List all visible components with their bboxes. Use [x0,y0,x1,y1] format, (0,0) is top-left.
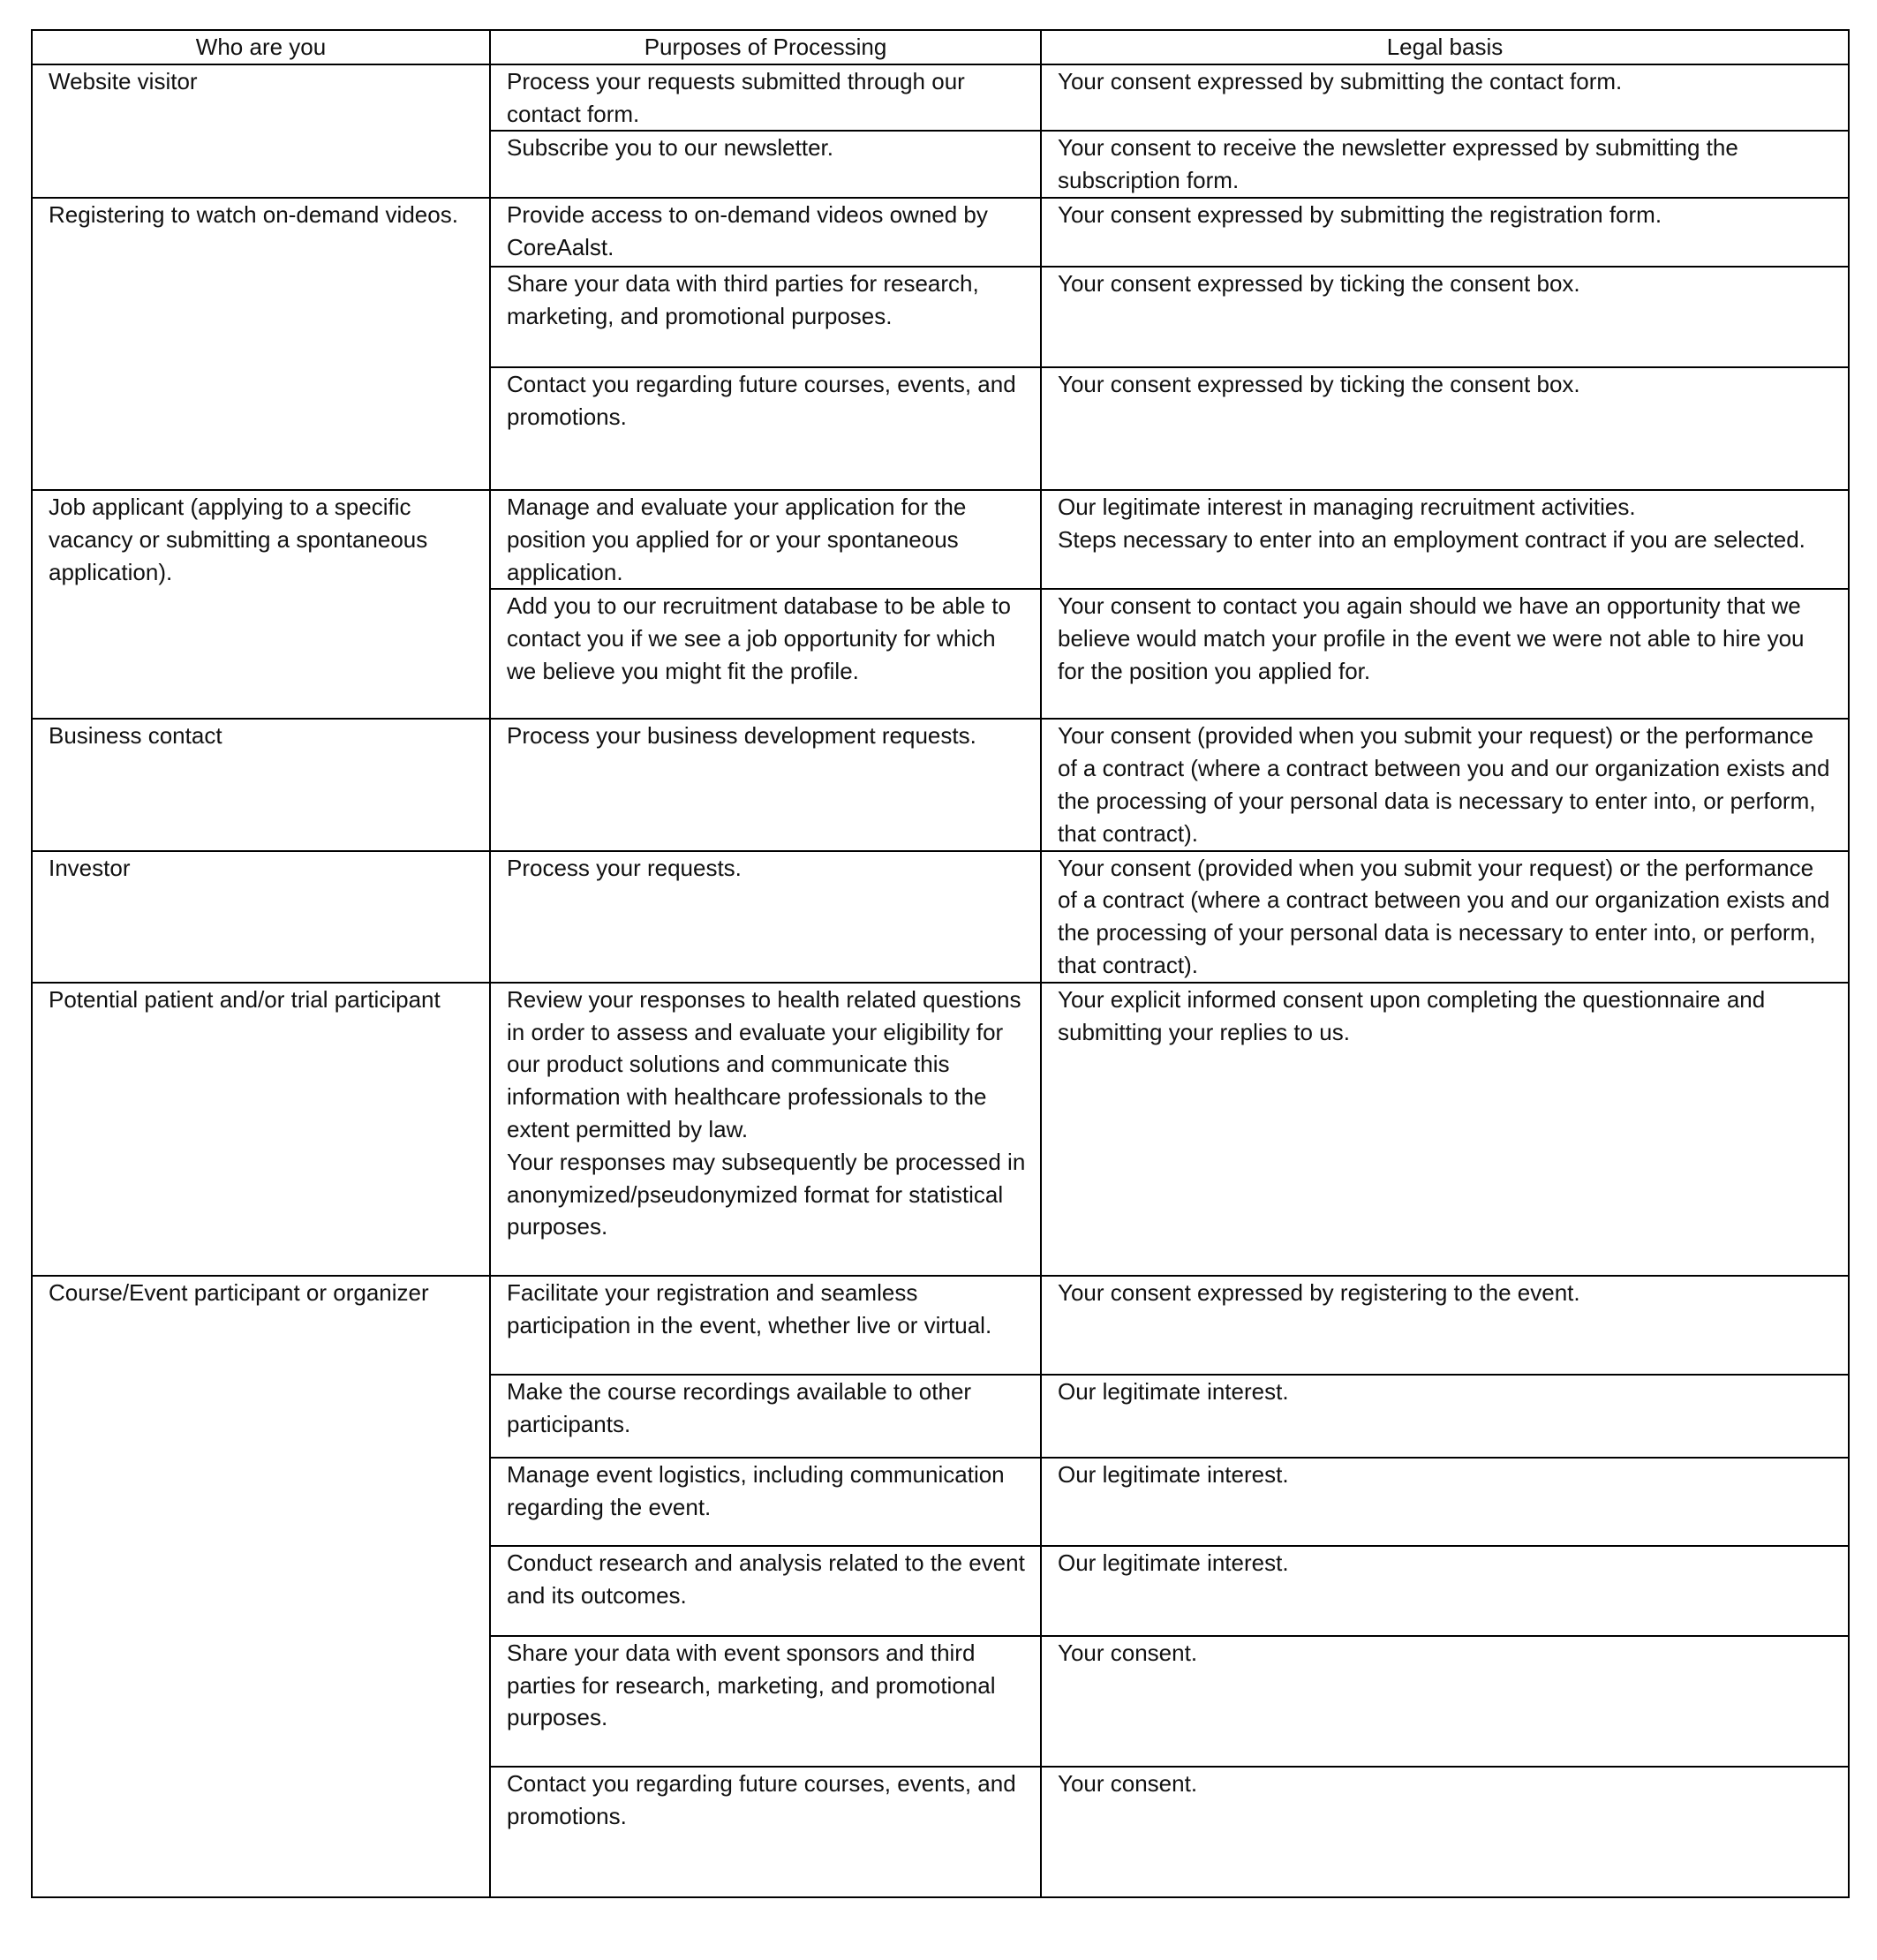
purpose-cell [490,1546,1041,1636]
table-row [32,851,1849,983]
table-row [32,490,1849,589]
purpose-text: Manage and evaluate your application for the position you applied for or your spontaneous application. [507,493,967,585]
purpose-text: Provide access to on-demand videos owned by CoreAalst. [507,200,988,260]
purpose-text: Conduct research and analysis related to the event and its outcomes. [507,1549,1025,1609]
purpose-cell [490,1767,1041,1897]
legal-basis-cell [1041,367,1849,490]
purpose-text: Process your requests. [507,854,742,881]
legal-basis-cell [1041,64,1849,132]
who-cell: Job applicant (applying to a specific vacancy or submitting a spontaneous application). [32,490,490,719]
header-purposes: Purposes of Processing [490,30,1041,64]
purpose-cell [490,983,1041,1276]
purpose-text: Subscribe you to our newsletter. [507,134,833,162]
purpose-cell [490,267,1041,367]
purpose-text: Process your requests submitted through our contact form. [507,67,965,127]
purpose-cell [490,367,1041,490]
legal-basis-cell [1041,719,1849,850]
legal-basis-text: Your consent. [1058,1769,1198,1797]
purpose-cell [490,1458,1041,1546]
legal-basis-cell [1041,1767,1849,1897]
legal-basis-cell [1041,1636,1849,1767]
purpose-cell [490,1636,1041,1767]
legal-basis-text: Our legitimate interest. [1058,1549,1289,1576]
header-row [32,30,1849,64]
processing-purposes-table [31,29,1850,1898]
purpose-text: Make the course recordings available to other participants. [507,1377,972,1437]
legal-basis-text: Your consent expressed by registering to the event. [1058,1278,1580,1306]
purpose-cell [490,719,1041,850]
legal-basis-text: Your consent (provided when you submit your request) or the performance of a contract (where a contract between you and our organization exists and the processing of your personal data is necessary to enter into, or perform, that contract). [1058,722,1830,847]
purpose-text: Add you to our recruitment database to be able to contact you if we see a job opportunity for which we believe you might fit the profile. [507,592,1011,684]
table-row [32,1276,1849,1375]
legal-basis-cell [1041,1375,1849,1458]
table-row [32,64,1849,132]
purpose-text: Manage event logistics, including communication regarding the event. [507,1460,1005,1520]
header-legal-basis: Legal basis [1041,30,1849,64]
purpose-text: Process your business development requests. [507,722,976,750]
table-row [32,719,1849,850]
legal-basis-text: Your explicit informed consent upon completing the questionnaire and submitting your replies to us. [1058,985,1766,1045]
legal-basis-cell [1041,1546,1849,1636]
legal-basis-cell [1041,490,1849,589]
purpose-cell [490,490,1041,589]
purpose-text: Share your data with third parties for research, marketing, and promotional purposes. [507,269,979,329]
purpose-text: Review your responses to health related questions in order to assess and evaluate your eligibility for our product solutions and communicate this information with healthcare professionals to the extent permitted by law. [507,985,1021,1142]
who-cell: Course/Event participant or organizer [32,1276,490,1897]
purpose-text: Contact you regarding future courses, events, and promotions. [507,370,1016,430]
purpose-cell [490,64,1041,132]
purpose-text-secondary: Your responses may subsequently be processed in anonymized/pseudonymized format for statistical purposes. [507,1148,1026,1240]
header-who: Who are you [32,30,490,64]
who-cell: Website visitor [32,64,490,198]
purpose-text: Facilitate your registration and seamless participation in the event, whether live or virtual. [507,1278,992,1338]
who-cell: Potential patient and/or trial participant [32,983,490,1276]
legal-basis-cell [1041,983,1849,1276]
purpose-text: Contact you regarding future courses, events, and promotions. [507,1769,1016,1829]
legal-basis-text-secondary: Steps necessary to enter into an employment contract if you are selected. [1058,525,1805,553]
purpose-cell [490,589,1041,719]
legal-basis-text: Your consent. [1058,1639,1198,1666]
legal-basis-cell [1041,198,1849,267]
legal-basis-text: Your consent expressed by ticking the consent box. [1058,269,1580,297]
legal-basis-text: Our legitimate interest. [1058,1377,1289,1405]
legal-basis-text: Your consent to receive the newsletter expressed by submitting the subscription form. [1058,134,1738,194]
purpose-cell [490,1375,1041,1458]
legal-basis-text: Your consent to contact you again should we have an opportunity that we believe would match your profile in the event we were not able to hire you for the position you applied for. [1058,592,1805,684]
who-cell: Registering to watch on-demand videos. [32,198,490,490]
who-cell: Investor [32,851,490,983]
legal-basis-text: Your consent expressed by submitting the contact form. [1058,67,1623,94]
table-row [32,198,1849,267]
legal-basis-cell [1041,851,1849,983]
legal-basis-text: Your consent (provided when you submit your request) or the performance of a contract (where a contract between you and our organization exists and the processing of your personal data is necessary to enter into, or perform, that contract). [1058,854,1830,978]
legal-basis-cell [1041,1276,1849,1375]
table-row [32,983,1849,1276]
purpose-cell [490,131,1041,198]
purpose-text: Share your data with event sponsors and third parties for research, marketing, and promotional purposes. [507,1639,996,1731]
legal-basis-text: Our legitimate interest. [1058,1460,1289,1488]
purpose-cell [490,198,1041,267]
purpose-cell [490,851,1041,983]
legal-basis-text: Your consent expressed by ticking the consent box. [1058,370,1580,397]
purpose-cell [490,1276,1041,1375]
legal-basis-cell [1041,267,1849,367]
legal-basis-cell [1041,131,1849,198]
who-cell: Business contact [32,719,490,850]
legal-basis-text: Your consent expressed by submitting the registration form. [1058,200,1662,228]
legal-basis-cell [1041,1458,1849,1546]
legal-basis-text: Our legitimate interest in managing recruitment activities. [1058,493,1636,520]
legal-basis-cell [1041,589,1849,719]
